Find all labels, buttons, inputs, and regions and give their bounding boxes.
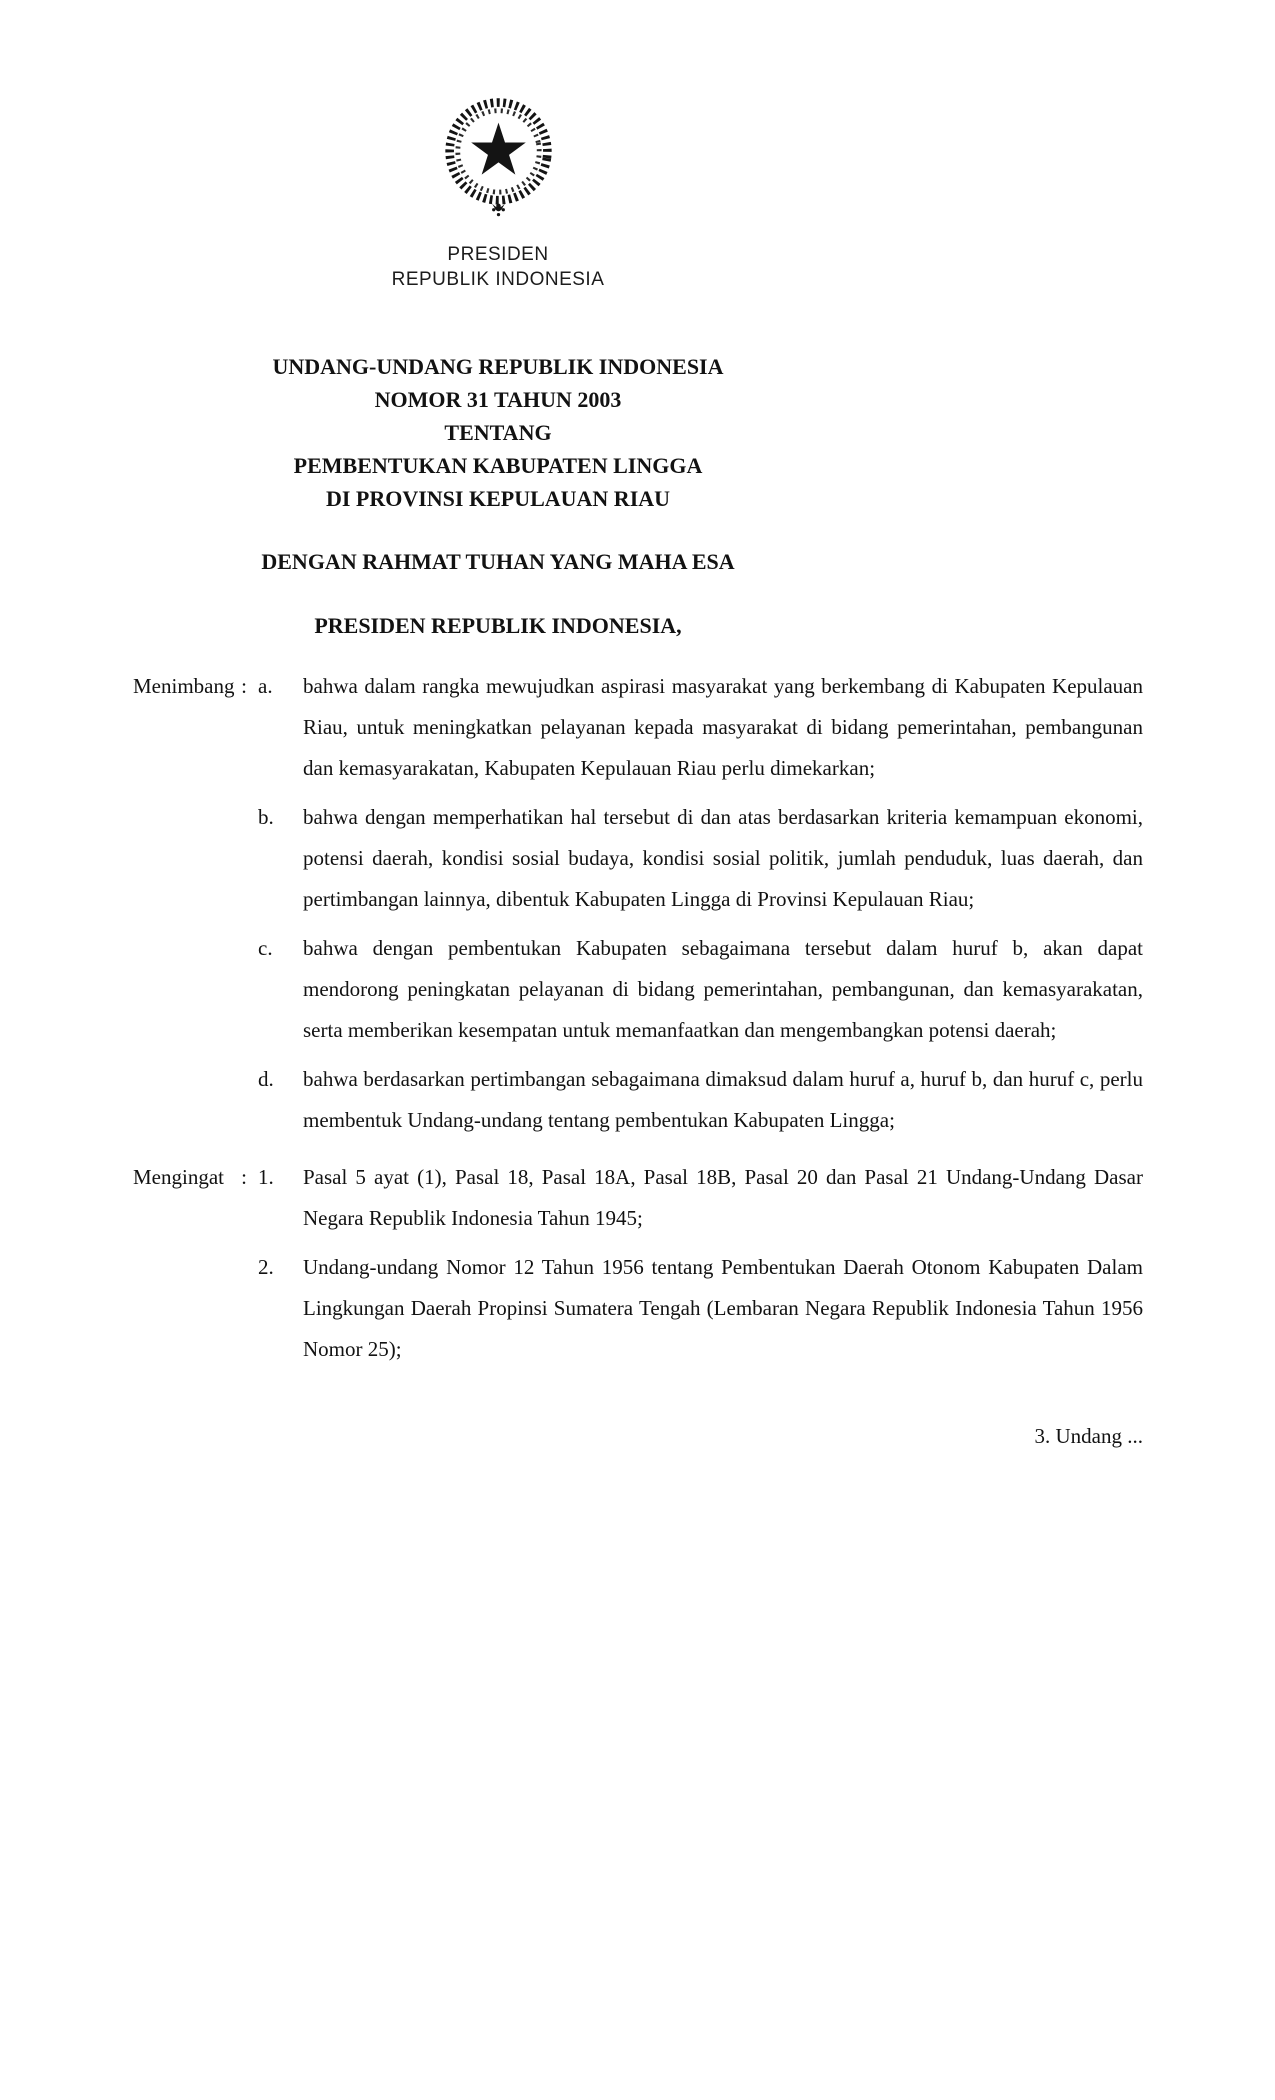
consideration-item: [133, 797, 1143, 920]
invocation-line: DENGAN RAHMAT TUHAN YANG MAHA ESA: [261, 549, 735, 574]
legal-basis-item: [133, 1247, 1143, 1370]
item-text: bahwa dengan pembentukan Kabupaten sebagaimana tersebut dalam huruf b, akan dapat mendorong peningkatan pelayanan di bidang pemerintahan, pembangunan, dan kemasyarakatan, serta memberikan kesempatan untuk memanfaatkan dan mengembangkan potensi daerah;: [303, 936, 1143, 1042]
document-body: [133, 666, 1143, 1457]
catchword: 3. Undang ...: [1034, 1424, 1143, 1448]
star-icon: [471, 123, 526, 175]
title-line-1: UNDANG-UNDANG REPUBLIK INDONESIA: [272, 354, 724, 379]
title-line-4: PEMBENTUKAN KABUPATEN LINGGA: [293, 453, 703, 478]
section-label: Menimbang: [133, 674, 235, 698]
item-marker: 1.: [258, 1165, 274, 1189]
item-text: Undang-undang Nomor 12 Tahun 1956 tentang Pembentukan Daerah Otonom Kabupaten Dalam Lingkungan Daerah Propinsi Sumatera Tengah (Lembaran Negara Republik Indonesia Tahun 1956 Nomor 25);: [303, 1255, 1143, 1361]
letterhead: [128, 92, 868, 292]
item-marker: d.: [258, 1067, 274, 1091]
title-line-2: NOMOR 31 TAHUN 2003: [374, 387, 622, 412]
consideration-item: [133, 666, 1143, 789]
item-marker: a.: [258, 674, 273, 698]
letterhead-presiden: PRESIDEN: [447, 244, 549, 265]
item-marker: 2.: [258, 1255, 274, 1279]
section-mengingat: [133, 1157, 1143, 1370]
item-text: Pasal 5 ayat (1), Pasal 18, Pasal 18A, Pasal 18B, Pasal 20 dan Pasal 21 Undang-Undang Dasar Negara Republik Indonesia Tahun 1945;: [303, 1165, 1143, 1230]
section-colon: :: [241, 1165, 247, 1189]
title-line-5: DI PROVINSI KEPULAUAN RIAU: [325, 486, 671, 511]
section-label-cell: [133, 666, 258, 707]
item-text: bahwa dengan memperhatikan hal tersebut di dan atas berdasarkan kriteria kemampuan ekonomi, potensi daerah, kondisi sosial budaya, kondisi sosial politik, jumlah penduduk, luas daerah, dan pertimbangan lainnya, dibentuk Kabupaten Lingga di Provinsi Kepulauan Riau;: [303, 805, 1143, 911]
item-text: bahwa berdasarkan pertimbangan sebagaimana dimaksud dalam huruf a, huruf b, dan huruf c, perlu membentuk Undang-undang tentang pembentukan Kabupaten Lingga;: [303, 1067, 1143, 1132]
authority-line: PRESIDEN REPUBLIK INDONESIA,: [314, 613, 682, 638]
section-label-cell: [133, 1157, 258, 1198]
section-label: Mengingat: [133, 1165, 224, 1189]
consideration-item: [133, 1059, 1143, 1141]
letterhead-republik-indonesia: REPUBLIK INDONESIA: [391, 269, 605, 290]
title-line-3: TENTANG: [444, 420, 552, 445]
national-emblem-icon: [436, 92, 561, 228]
item-marker: c.: [258, 936, 273, 960]
title-block: [128, 350, 868, 642]
section-menimbang: [133, 666, 1143, 1141]
consideration-item: [133, 928, 1143, 1051]
section-colon: :: [241, 674, 247, 698]
legal-basis-item: [133, 1157, 1143, 1239]
item-text: bahwa dalam rangka mewujudkan aspirasi masyarakat yang berkembang di Kabupaten Kepulauan Riau, untuk meningkatkan pelayanan kepada masyarakat di bidang pemerintahan, pembangunan dan kemasyarakatan, Kabupaten Kepulauan Riau perlu dimekarkan;: [303, 674, 1143, 780]
item-marker: b.: [258, 805, 274, 829]
